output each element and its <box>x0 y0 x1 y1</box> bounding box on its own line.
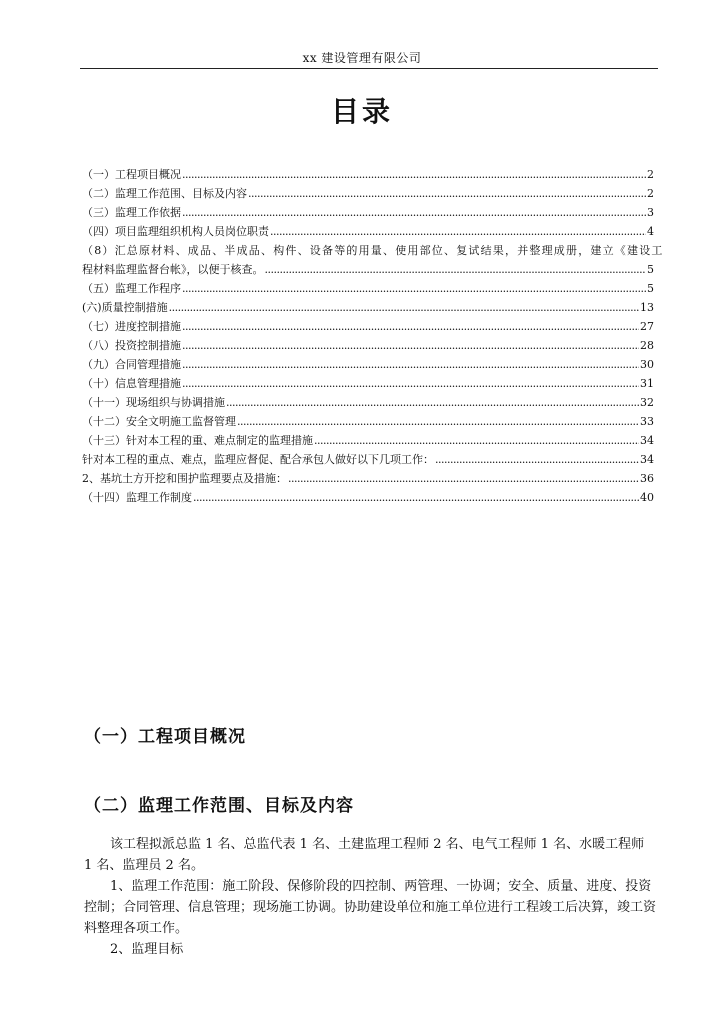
toc-entry[interactable] <box>82 260 654 279</box>
toc-leader <box>288 469 639 488</box>
toc-entry-page: 30 <box>640 358 654 371</box>
toc-entry-page: 28 <box>640 339 654 352</box>
toc-entry-page: 31 <box>640 377 654 390</box>
toc-leader <box>182 165 646 184</box>
toc-entry-text: 程材料监理监督台帐》，以便于核查。 <box>82 263 264 276</box>
toc-entry-page: 5 <box>647 282 654 295</box>
toc-entry[interactable] <box>82 488 654 507</box>
toc-entry-text: （九）合同管理措施 <box>82 358 181 371</box>
toc-leader <box>265 260 647 279</box>
toc-leader <box>182 317 639 336</box>
toc-entry-page: 33 <box>640 415 654 428</box>
toc-leader <box>193 488 639 507</box>
toc-entry-page: 40 <box>640 491 654 504</box>
section-heading-project-overview: （一）工程项目概况 <box>84 727 246 747</box>
toc-entry[interactable] <box>82 336 654 355</box>
toc-leader <box>237 412 639 431</box>
toc-entry-page: 36 <box>640 472 654 485</box>
toc-entry-text: （三）监理工作依据 <box>82 206 181 219</box>
toc-entry-text: （二）监理工作范围、目标及内容 <box>82 187 247 200</box>
body-paragraph: 该工程拟派总监 1 名、总监代表 1 名、土建监理工程师 2 名、电气工程师 1 名、水暖工程师 1 名、监理员 2 名。 <box>84 837 645 873</box>
toc-entry[interactable] <box>82 374 654 393</box>
toc-leader <box>270 222 646 241</box>
toc-entry-text: 2、基坑土方开挖和围护监理要点及措施： <box>82 472 287 485</box>
toc-entry-text: （八）投资控制措施 <box>82 339 181 352</box>
toc-entry-text: （十三）针对本工程的重、难点制定的监理措施 <box>82 434 313 447</box>
toc-entry-text: （五）监理工作程序 <box>82 282 181 295</box>
toc-entry-page: 32 <box>640 396 654 409</box>
table-of-contents <box>82 165 664 507</box>
toc-entry-page: 34 <box>640 453 654 466</box>
toc-leader <box>314 431 639 450</box>
toc-entry-text: （十四）监理工作制度 <box>82 491 192 504</box>
toc-entry-text: （十）信息管理措施 <box>82 377 181 390</box>
toc-leader <box>182 279 646 298</box>
toc-entry-page: 5 <box>647 263 654 276</box>
toc-entry-page: 2 <box>647 168 654 181</box>
toc-entry-text: （十一）现场组织与协调措施 <box>82 396 225 409</box>
toc-entry[interactable] <box>82 412 654 431</box>
toc-entry-text: (六)质量控制措施 <box>82 301 168 314</box>
toc-entry-text: 针对本工程的重点、难点，监理应督促、配合承包人做好以下几项工作： <box>82 453 434 466</box>
header-divider <box>80 68 658 69</box>
toc-entry[interactable] <box>82 431 654 450</box>
toc-leader <box>182 355 639 374</box>
toc-entry-text: （四）项目监理组织机构人员岗位职责 <box>82 225 269 238</box>
toc-entry-page: 13 <box>640 301 654 314</box>
toc-entry-text: （七）进度控制措施 <box>82 320 181 333</box>
toc-entry[interactable] <box>82 469 654 488</box>
toc-leader <box>435 450 639 469</box>
toc-leader <box>226 393 639 412</box>
toc-entry-text: （十二）安全文明施工监督管理 <box>82 415 236 428</box>
toc-leader <box>169 298 639 317</box>
section-heading-scope: （二）监理工作范围、目标及内容 <box>84 796 354 816</box>
toc-leader <box>182 336 639 355</box>
toc-entry[interactable] <box>82 279 654 298</box>
toc-entry-page: 2 <box>647 187 654 200</box>
toc-entry-page: 3 <box>647 206 654 219</box>
toc-leader <box>182 374 639 393</box>
toc-entry[interactable] <box>82 317 654 336</box>
toc-entry-text[interactable]: （8）汇总原材料、成品、半成品、构件、设备等的用量、使用部位、复试结果，并整理成册，建立《建设工 <box>82 244 664 257</box>
toc-entry-text: （一）工程项目概况 <box>82 168 181 181</box>
toc-entry[interactable] <box>82 450 654 469</box>
toc-entry[interactable] <box>82 393 654 412</box>
toc-entry-page: 27 <box>640 320 654 333</box>
toc-entry-page: 34 <box>640 434 654 447</box>
toc-entry[interactable] <box>82 184 654 203</box>
toc-entry[interactable] <box>82 355 654 374</box>
body-paragraph: 2、监理目标 <box>110 942 184 957</box>
toc-entry[interactable] <box>82 165 654 184</box>
toc-entry[interactable] <box>82 298 654 317</box>
page-header: xx 建设管理有限公司 <box>302 51 422 65</box>
toc-entry[interactable] <box>82 222 654 241</box>
body-paragraph: 1、监理工作范围：施工阶段、保修阶段的四控制、两管理、一协调；安全、质量、进度、投资控制；合同管理、信息管理；现场施工协调。协助建设单位和施工单位进行工程竣工后决算，竣工资料整理各项工作。 <box>84 879 657 936</box>
toc-entry-page: 4 <box>647 225 654 238</box>
toc-entry[interactable] <box>82 203 654 222</box>
toc-title: 目录 <box>330 95 393 128</box>
toc-leader <box>182 203 646 222</box>
toc-leader <box>248 184 646 203</box>
